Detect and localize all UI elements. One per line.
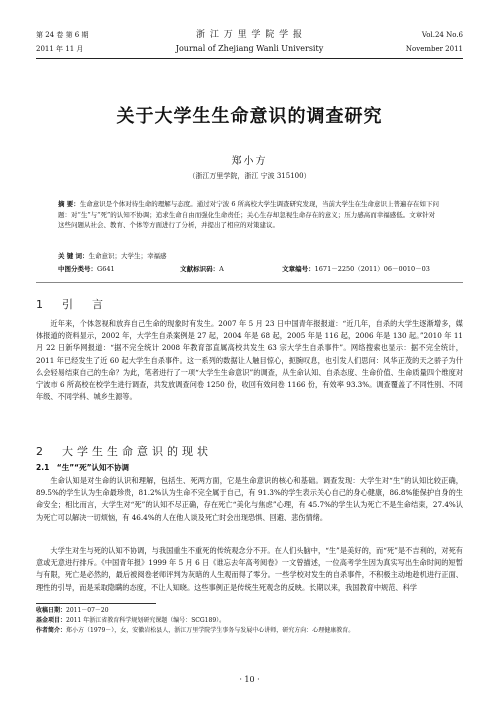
author-bio-value: 郑小方（1979－），女，安徽岩松县人，浙江万里学院学生事务与发展中心讲师，研究方向：心理健康教育。 <box>66 627 355 634</box>
journal-name <box>150 30 349 54</box>
received-value: 2011－07－20 <box>66 607 109 614</box>
footnote-received <box>36 606 463 616</box>
subsection-2-1-heading: 2.1 “生”“死”认知不协调 <box>36 463 130 472</box>
doccode-label: 文献标识码： <box>180 265 220 273</box>
fund-label: 基金项目： <box>36 617 67 624</box>
section-1-paragraph: 近年来，个体忽视和放弃自己生命的现象时有发生。2007 年 5 月 23 日中国青年报报道：“近几年，自杀的大学生逐渐增多，媒体报道的资料显示，2002 年，大学生自杀案例是 27 起，2004 年是 68 起，2005 年是 116 起，2006 年是 130 起。”2010 年 11 月 22 日新华网报道：“据不完全统计 2008 年教育部直属高校共发生 63 宗大学生自杀事件”。网络搜索也显示：据不完全统计，2011 年已经发生了近 60 起大学生自杀事件。这一系列的数据让人触目惊心，扼腕叹息，也引发人们思问：风华正茂的天之骄子为什么会轻易结束自己的生命？为此，笔者进行了一项“大学生生命意识”的调查，从生命认知、自杀态度、生命价值、生命质量四个维度对宁波市 6 所高校在校学生进行调查，共发放调查问卷 1250 份，收回有效问卷 1166 份，有效率 93.3%。调查覆盖了不同性别、不同年级、不同学科、城乡生源等。 <box>36 319 463 402</box>
author-affiliation: （浙江万里学院，浙江 宁波 315100） <box>188 172 311 180</box>
footnote-fund <box>36 616 463 626</box>
volume-issue-en: Vol.24 No.6 <box>421 31 463 39</box>
journal-volume-info-en <box>406 30 463 54</box>
received-label: 收稿日期： <box>36 607 67 614</box>
clc-label: 中图分类号： <box>58 265 97 273</box>
article-author: 郑小方 <box>231 156 268 167</box>
abstract-label: 摘 要： <box>58 200 80 208</box>
section-1-heading: 1 引 言 <box>36 298 107 311</box>
page-number: · 10 · <box>239 675 260 684</box>
abstract-text: 生命意识是个体对待生命的理解与态度。通过对宁波 6 所高校大学生调查研究发现，当前大学生在生命意识上普遍存在如下问题：对“生”与“死”的认知不协调；追求生命自由而强化生命责任；关心生存却忽视生命存在的意义；压力感高而幸福感低。文章针对这些问题从社会、教育、个体等方面进行了分析，并提出了相应的对策建议。 <box>58 200 440 229</box>
fund-value: 2011 年浙江省教育科学规划研究课题（编号：SCG189）。 <box>66 617 226 624</box>
clc-value: G641 <box>97 265 115 273</box>
doccode-field <box>180 264 280 275</box>
journal-name-cn: 浙 江 万 里 学 院 学 报 <box>195 30 304 40</box>
footnote-author-bio <box>36 626 463 636</box>
classification-line <box>58 264 441 275</box>
articleno-field <box>282 264 430 275</box>
header-divider <box>36 58 463 59</box>
journal-volume-info <box>36 30 89 54</box>
footnote-divider <box>36 603 156 604</box>
volume-issue: 第 24 卷 第 6 期 <box>36 31 89 39</box>
journal-name-en: Journal of Zhejiang Wanli University <box>175 44 324 53</box>
issue-date: 2011 年 11 月 <box>36 45 84 53</box>
subsection-2-1-paragraph-2: 大学生对生与死的认知不协调，与我国重生不重死的传统观念分不开。在人们头脑中，“生”是美好的，而“死”是不吉利的，对死有意或无意进行排斥。《中国青年报》1999 年 5 月 6 日《谁忘去年高考阅卷》一文曾描述，一位高考学生因为真实写出生命时间的短暂与有限，死亡是必然的，最后被阅卷老师评判为灰暗的人生观而得了零分。一些学校对发生的自杀事件，不积极主动地趁机进行正面、理性的引导，而是采取隐瞒的态度，不让人知晓。这些事例正是传统生死观念的反映。长期以来，我国教育中规范、科学 <box>36 546 463 592</box>
articleno-value: 1671－2250（2011）06－0010－03 <box>314 265 430 273</box>
keywords-text: 生命意识；大学生；幸福感 <box>88 252 167 260</box>
issue-date-en: November 2011 <box>405 45 463 53</box>
doccode-value: A <box>219 265 224 273</box>
author-bio-label: 作者简介： <box>36 627 67 634</box>
clc-field <box>58 264 178 275</box>
section-divider <box>36 282 463 283</box>
keywords <box>58 251 441 262</box>
keywords-label: 关 键 词： <box>58 252 89 260</box>
section-2-heading: 2 大学生生命意识的现状 <box>36 445 212 458</box>
articleno-label: 文章编号： <box>282 265 315 273</box>
article-title: 关于大学生生命意识的调查研究 <box>116 106 383 127</box>
abstract <box>58 199 441 231</box>
subsection-2-1-paragraph: 生命认知是对生命的认识和理解，包括生、死两方面，它是生命意识的核心和基础。调查发现：大学生对“生”的认知比较正确，89.5%的学生认为生命最珍贵，81.2%认为生命不完全属于自己，有 91.3%的学生表示关心自己的身心健康，86.8%能保护自身的生命安全；相比而言，大学生对“死”的认知不尽正确，存在死亡“美化与焦虑”心理，有 45.7%的学生认为死亡不是生命结束，27.4%认为死亡可以解决一切烦恼，有 46.4%的人在他人谈及死亡时会出现恐惧、回避、悲伤情绪。 <box>36 476 463 522</box>
